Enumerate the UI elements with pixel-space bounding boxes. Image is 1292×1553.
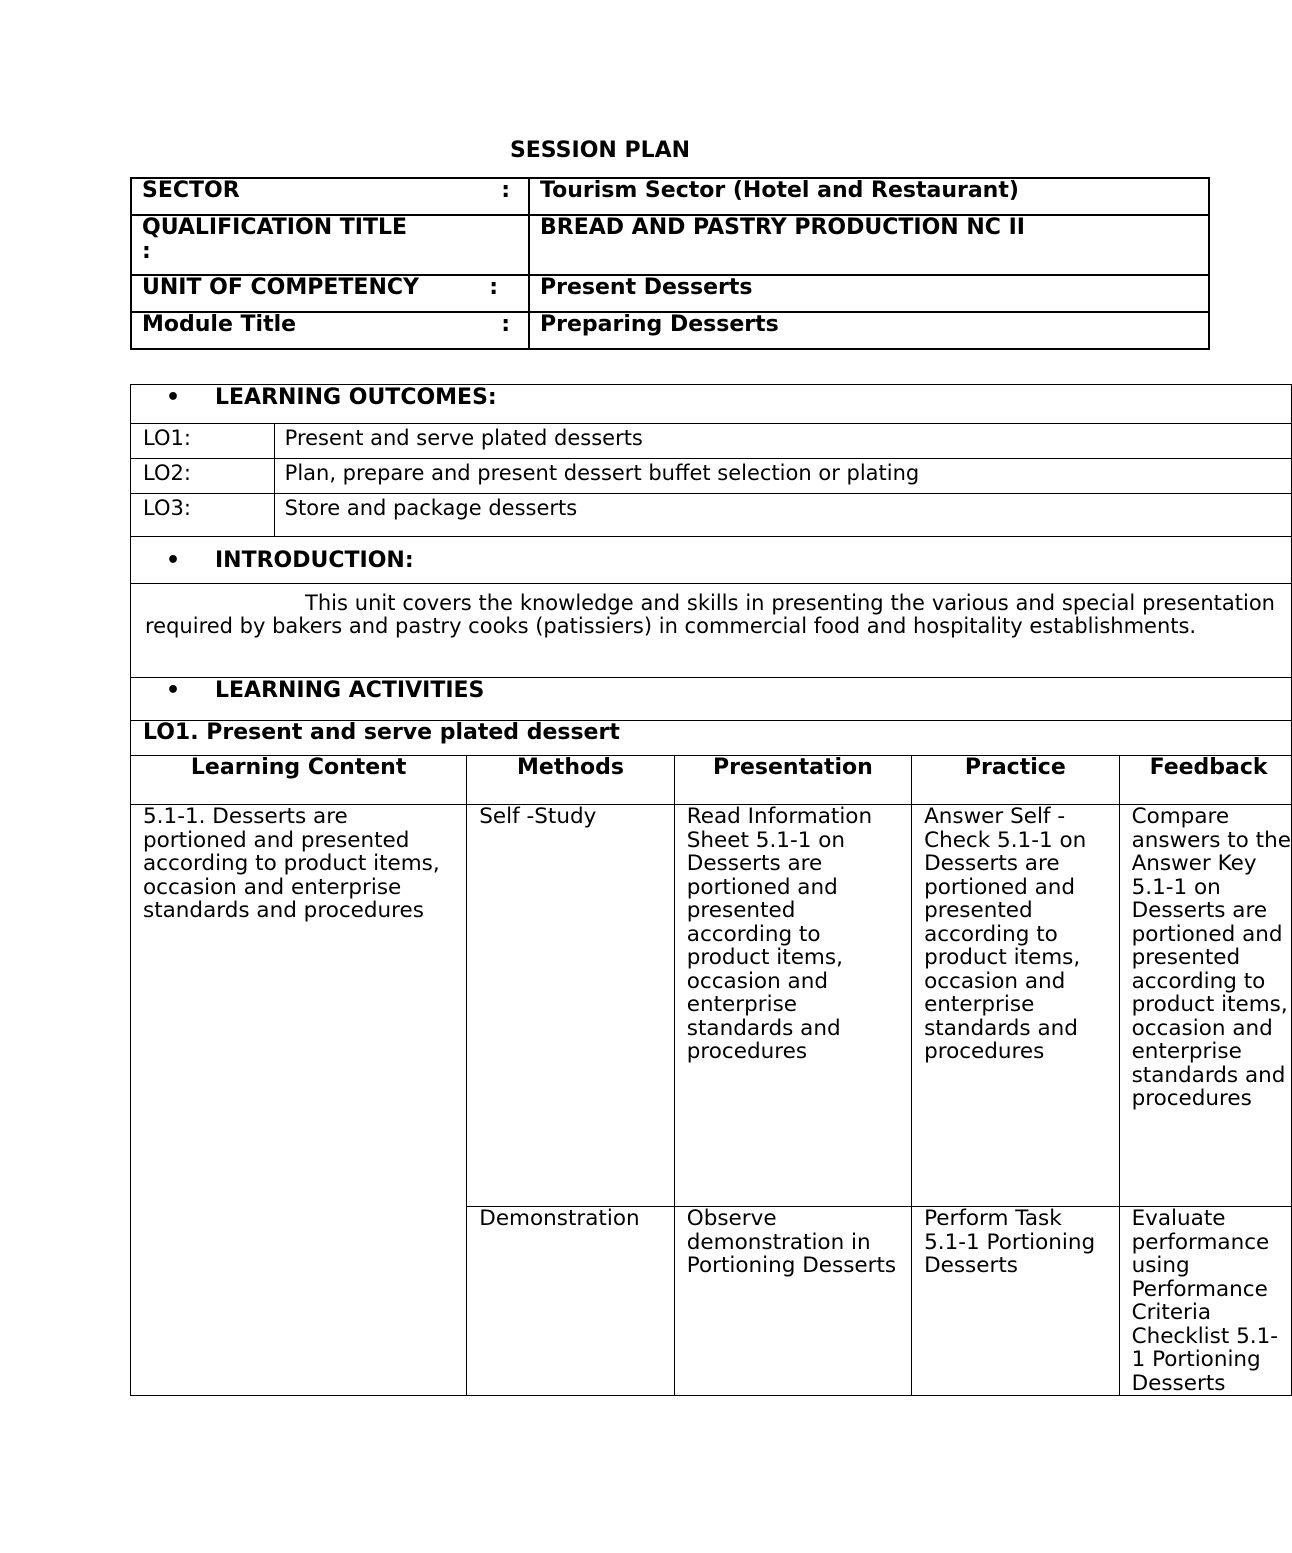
lo1-heading-row (131, 721, 1292, 756)
lo-code: LO3: (131, 494, 275, 537)
introduction-text: This unit covers the knowledge and skills in presenting the various and special presentation required by bakers and pastry cooks (patissiers) in commercial food and hospitality establishments. (145, 591, 1275, 638)
info-value: Tourism Sector (Hotel and Restaurant) (529, 178, 1209, 215)
info-table (130, 177, 1210, 350)
learning-content-cell: 5.1-1. Desserts are portioned and presented according to product items, occasion and enterprise standards and procedures (131, 805, 467, 1396)
info-colon: : (501, 312, 510, 337)
lo-row (131, 459, 1292, 494)
introduction-heading-text: INTRODUCTION: (215, 547, 414, 573)
info-label-cell (131, 275, 529, 312)
introduction-heading-row (131, 537, 1292, 584)
outcomes-heading-row (131, 385, 1292, 424)
info-label-cell (131, 178, 529, 215)
info-label: UNIT OF COMPETENCY (142, 275, 419, 300)
info-row-unit (131, 275, 1209, 312)
column-header: Feedback (1119, 756, 1291, 805)
info-row-sector (131, 178, 1209, 215)
presentation-cell: Observe demonstration in Portioning Desserts (674, 1207, 911, 1396)
bullet-icon: • (165, 385, 181, 410)
info-colon: : (501, 178, 510, 203)
info-value: Present Desserts (529, 275, 1209, 312)
lo-text: Plan, prepare and present dessert buffet selection or plating (274, 459, 1291, 494)
outcomes-heading (131, 385, 1292, 424)
info-label-cell (131, 215, 529, 275)
feedback-cell: Evaluate performance using Performance Criteria Checklist 5.1-1 Portioning Desserts (1119, 1207, 1291, 1396)
bullet-icon: • (165, 678, 181, 703)
document-title: SESSION PLAN (509, 138, 691, 163)
outcomes-heading-text: LEARNING OUTCOMES: (215, 385, 497, 410)
info-row-qualification (131, 215, 1209, 275)
column-header: Presentation (674, 756, 911, 805)
column-header: Practice (912, 756, 1120, 805)
method-cell: Self -Study (467, 805, 675, 1207)
introduction-cell (131, 584, 1292, 678)
info-colon: : (489, 275, 498, 300)
info-label: Module Title (142, 312, 297, 337)
info-colon: : (142, 239, 151, 264)
lo-text: Store and package desserts (274, 494, 1291, 537)
info-label: SECTOR (142, 178, 240, 203)
activity-row (131, 805, 1292, 1207)
activities-heading-row (131, 678, 1292, 721)
info-label: QUALIFICATION TITLE (142, 215, 408, 240)
activities-heading (131, 678, 1292, 721)
activities-heading-text: LEARNING ACTIVITIES (215, 678, 485, 703)
lo-code: LO1: (131, 424, 275, 459)
info-label-cell (131, 312, 529, 349)
lo-row (131, 424, 1292, 459)
info-value: Preparing Desserts (529, 312, 1209, 349)
lo1-heading: LO1. Present and serve plated dessert (131, 721, 1292, 756)
practice-cell: Answer Self - Check 5.1-1 on Desserts are portioned and presented according to product items, occasion and enterprise standards and procedures (912, 805, 1120, 1207)
column-header: Methods (467, 756, 675, 805)
info-row-module (131, 312, 1209, 349)
practice-cell: Perform Task 5.1-1 Portioning Desserts (912, 1207, 1120, 1396)
introduction-heading (131, 537, 1292, 584)
method-cell: Demonstration (467, 1207, 675, 1396)
info-value: BREAD AND PASTRY PRODUCTION NC II (529, 215, 1209, 275)
column-header-row (131, 756, 1292, 805)
feedback-cell: Compare answers to the Answer Key 5.1-1 on Desserts are portioned and presented according to product items, occasion and enterprise standards and procedures (1119, 805, 1291, 1207)
column-header: Learning Content (131, 756, 467, 805)
session-table (130, 384, 1292, 1396)
lo-text: Present and serve plated desserts (274, 424, 1291, 459)
introduction-row (131, 584, 1292, 678)
lo-row (131, 494, 1292, 537)
lo-code: LO2: (131, 459, 275, 494)
presentation-cell: Read Information Sheet 5.1-1 on Desserts are portioned and presented according to product items, occasion and enterprise standards and procedures (674, 805, 911, 1207)
bullet-icon: • (165, 547, 181, 573)
